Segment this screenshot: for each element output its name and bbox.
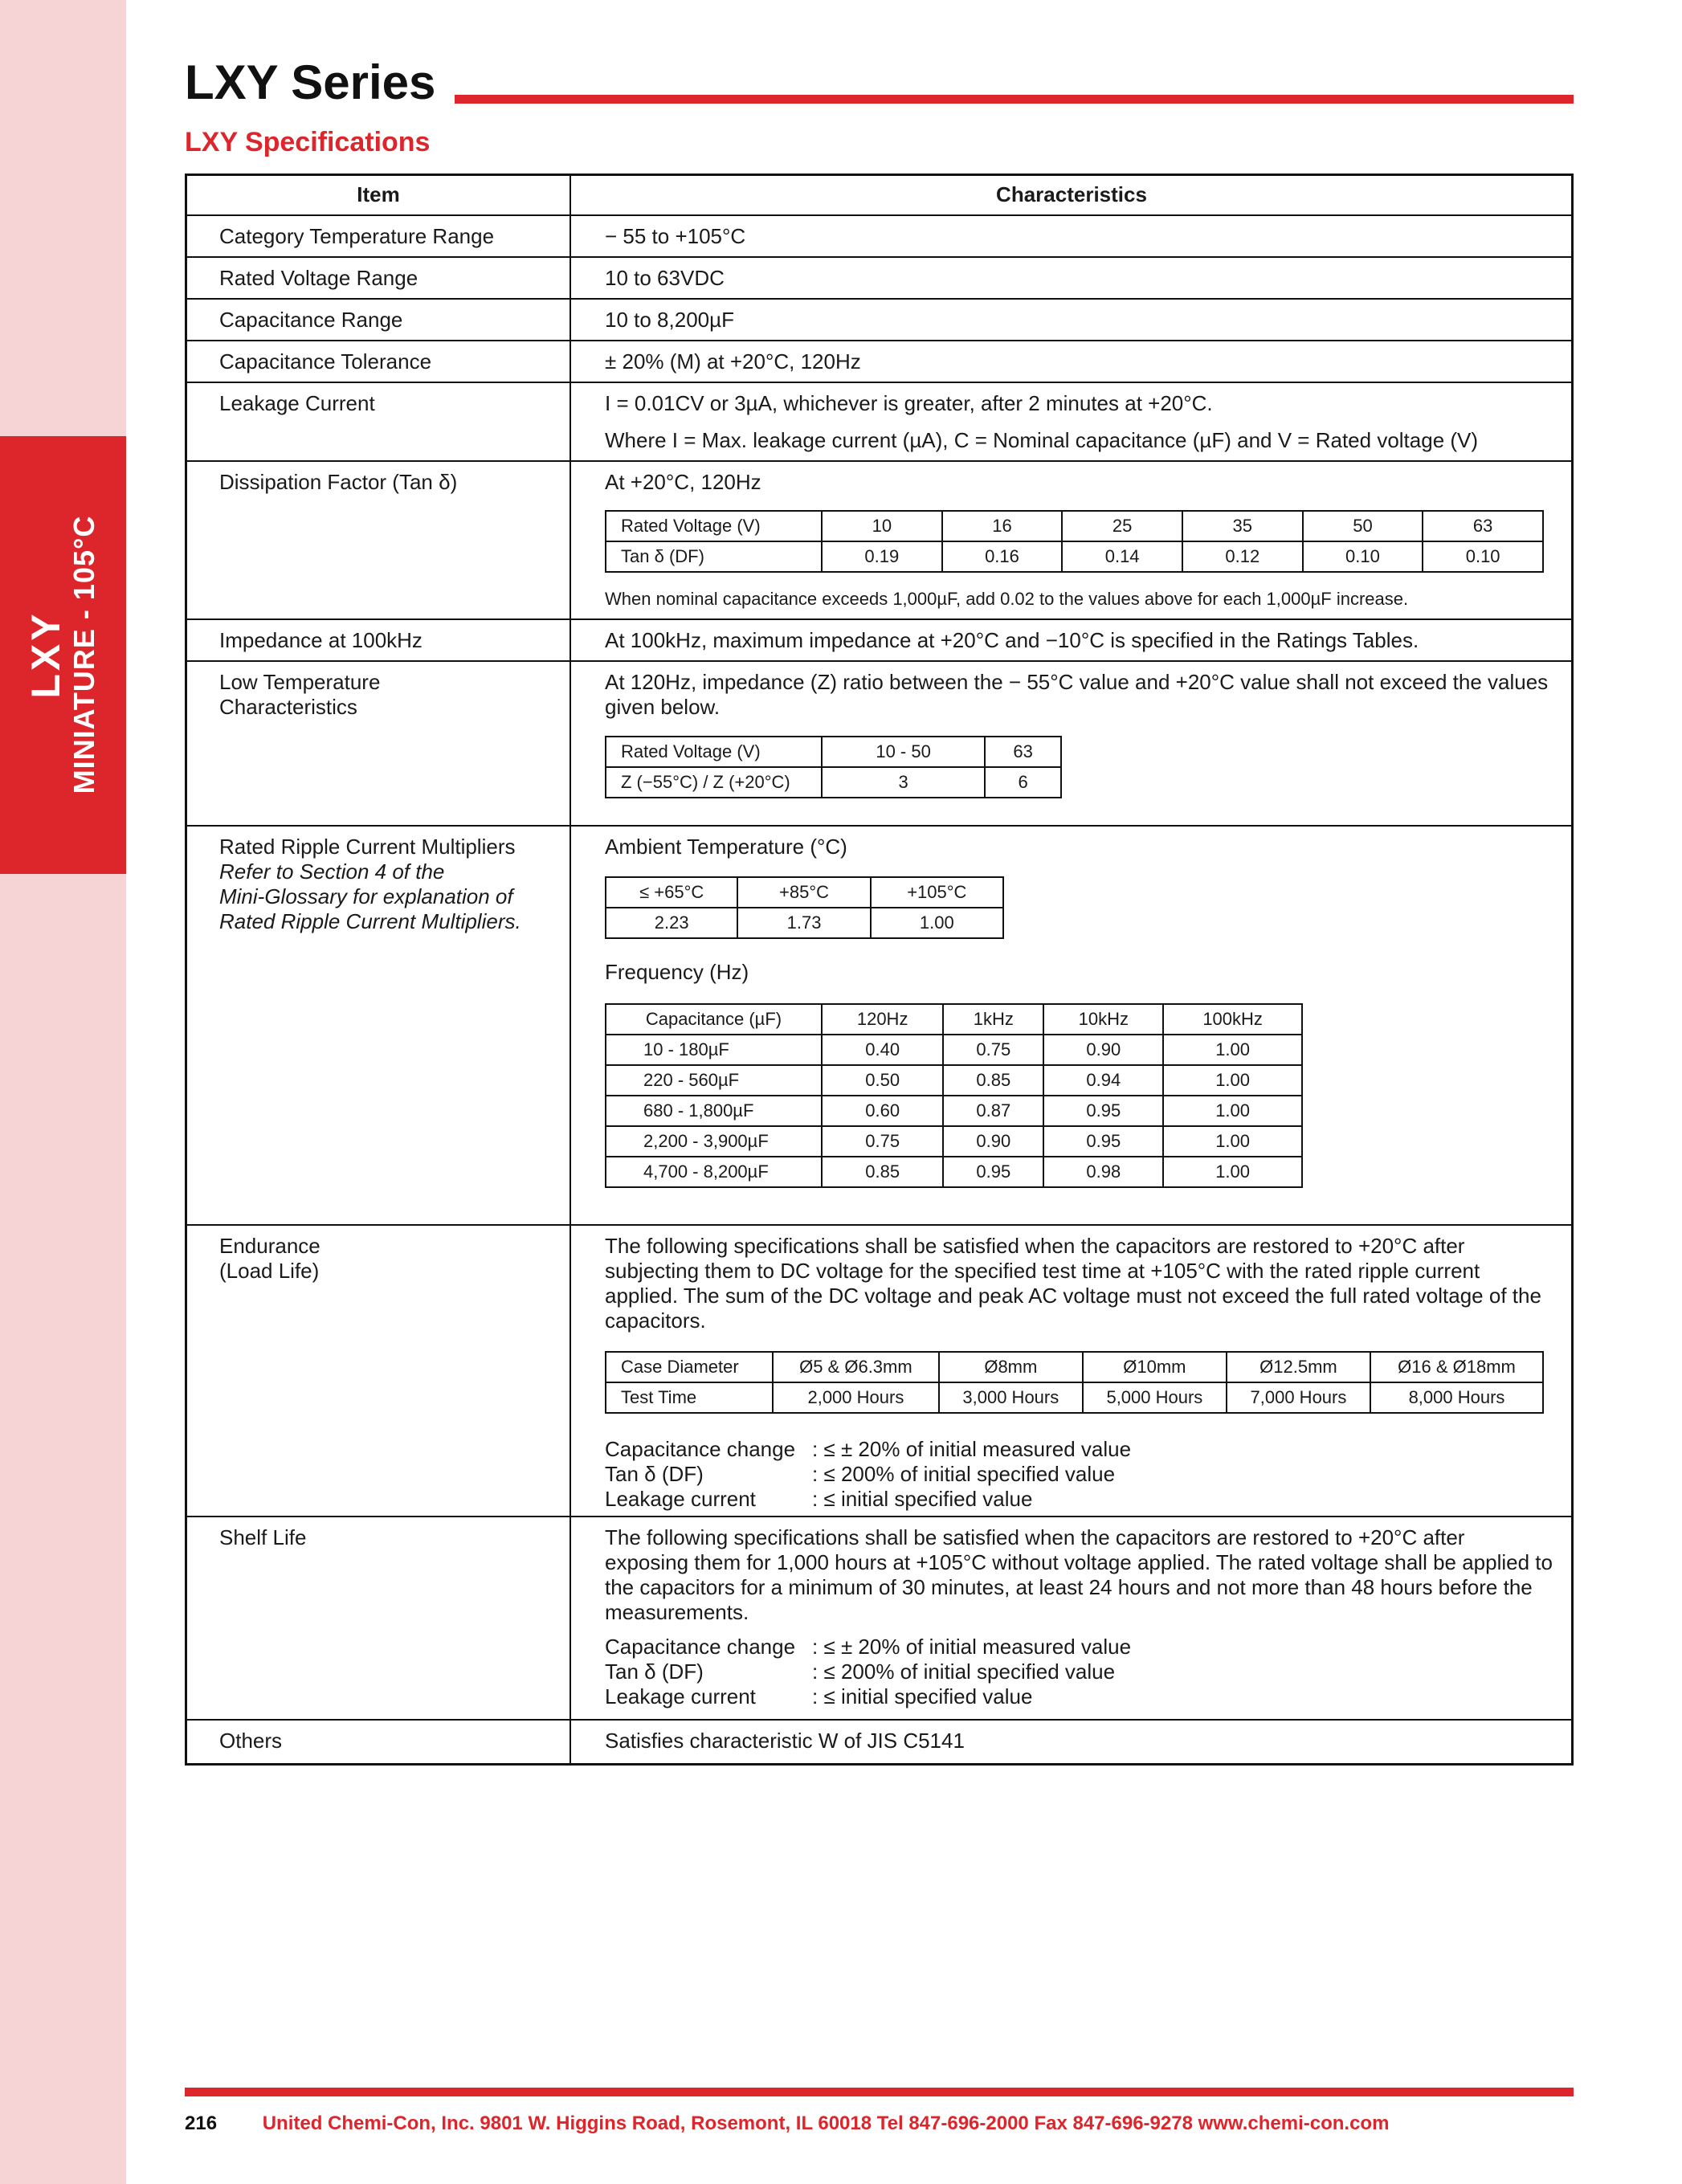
ripple-note-line2: Mini-Glossary for explanation of [219, 884, 513, 908]
freq-value: 0.90 [1043, 1035, 1163, 1065]
endurance-time: 2,000 Hours [773, 1382, 939, 1413]
df-voltage: 35 [1182, 511, 1303, 541]
footer [185, 2113, 1389, 2135]
ripple-freq-table [605, 1003, 1303, 1188]
criteria-value: : ≤ ± 20% of initial measured value [812, 1437, 1132, 1461]
df-note: When nominal capacitance exceeds 1,000µF, add 0.02 to the values above for each 1,000µF increase. [605, 589, 1409, 609]
freq-value: 0.60 [822, 1096, 943, 1126]
df-value: 0.14 [1062, 541, 1182, 572]
table-row [187, 660, 1571, 827]
row-value: Satisfies characteristic W of JIS C5141 [605, 1729, 965, 1753]
side-series-label: LXY [23, 610, 68, 699]
row-item: Shelf Life [219, 1525, 307, 1549]
low-temp-item-line1: Low Temperature [219, 670, 381, 694]
leakage-definition: Where I = Max. leakage current (µA), C = Nominal capacitance (µF) and V = Rated voltage (V) [605, 428, 1479, 452]
freq-value: 1.00 [1163, 1065, 1302, 1096]
criteria-value: : ≤ initial specified value [812, 1487, 1033, 1511]
endurance-time: 5,000 Hours [1083, 1382, 1227, 1413]
table-row [187, 340, 1571, 383]
low-temp-item-line2: Characteristics [219, 695, 357, 719]
criteria-value: : ≤ 200% of initial specified value [812, 1659, 1116, 1684]
ripple-temp: +85°C [737, 877, 870, 908]
df-value: 0.12 [1182, 541, 1303, 572]
freq-value: 0.95 [943, 1157, 1043, 1187]
df-value: 0.19 [822, 541, 942, 572]
freq-header: 1kHz [943, 1004, 1043, 1035]
df-value: 0.10 [1423, 541, 1543, 572]
table-row [187, 460, 1571, 620]
ripple-temp: +105°C [871, 877, 1003, 908]
freq-value: 0.85 [943, 1065, 1043, 1096]
df-voltage: 25 [1062, 511, 1182, 541]
ripple-temp-table [605, 876, 1004, 939]
table-header [187, 176, 1571, 214]
freq-value: 0.95 [1043, 1126, 1163, 1157]
low-temp-voltage: 10 - 50 [822, 737, 985, 767]
row-item: Others [219, 1729, 283, 1753]
table-row [187, 382, 1571, 462]
freq-value: 0.95 [1043, 1096, 1163, 1126]
table-row [187, 825, 1571, 1226]
endurance-label-diameter: Case Diameter [606, 1352, 773, 1382]
endurance-item-line1: Endurance [219, 1234, 320, 1258]
left-margin-strip [0, 0, 126, 2184]
freq-header-cap: Capacitance (µF) [606, 1004, 822, 1035]
df-voltage: 50 [1303, 511, 1423, 541]
row-value [605, 391, 1553, 453]
row-item: Rated Voltage Range [219, 266, 418, 290]
row-item [219, 835, 557, 934]
endurance-diameter: Ø8mm [939, 1352, 1083, 1382]
side-tab-label [24, 516, 101, 794]
row-value: 10 to 8,200µF [605, 308, 734, 332]
row-item: Category Temperature Range [219, 224, 495, 248]
header-characteristics: Characteristics [996, 182, 1147, 206]
freq-cap-range: 680 - 1,800µF [606, 1096, 822, 1126]
freq-value: 1.00 [1163, 1126, 1302, 1157]
df-voltage: 63 [1423, 511, 1543, 541]
low-temp-label-voltage: Rated Voltage (V) [606, 737, 822, 767]
df-value: 0.16 [942, 541, 1063, 572]
ripple-note-line3: Rated Ripple Current Multipliers. [219, 909, 521, 933]
ripple-note-line1: Refer to Section 4 of the [219, 859, 445, 884]
endurance-diameter: Ø16 & Ø18mm [1370, 1352, 1543, 1382]
table-row [187, 1719, 1571, 1765]
endurance-time: 8,000 Hours [1370, 1382, 1543, 1413]
row-value: At 100kHz, maximum impedance at +20°C and −10°C is specified in the Ratings Tables. [605, 628, 1419, 652]
footer-rule [185, 2088, 1574, 2096]
criteria-key: Tan δ (DF) [605, 1462, 704, 1486]
row-item: Dissipation Factor (Tan δ) [219, 470, 458, 494]
row-item: Impedance at 100kHz [219, 628, 423, 652]
leakage-formula: I = 0.01CV or 3µA, whichever is greater, after 2 minutes at +20°C. [605, 391, 1213, 415]
ripple-item-title: Rated Ripple Current Multipliers [219, 835, 516, 859]
low-temp-value: 3 [822, 767, 985, 798]
row-value: − 55 to +105°C [605, 224, 746, 248]
header-item: Item [357, 182, 400, 206]
freq-value: 0.50 [822, 1065, 943, 1096]
df-value: 0.10 [1303, 541, 1423, 572]
endurance-diameter: Ø5 & Ø6.3mm [773, 1352, 939, 1382]
freq-cap-range: 2,200 - 3,900µF [606, 1126, 822, 1157]
df-label-tan: Tan δ (DF) [606, 541, 822, 572]
criteria-key: Capacitance change [605, 1437, 796, 1461]
freq-value: 1.00 [1163, 1035, 1302, 1065]
endurance-time: 7,000 Hours [1227, 1382, 1370, 1413]
freq-header: 100kHz [1163, 1004, 1302, 1035]
table-row [187, 1516, 1571, 1721]
low-temp-table [605, 736, 1062, 798]
criteria-value: : ≤ 200% of initial specified value [812, 1462, 1116, 1486]
criteria-value: : ≤ ± 20% of initial measured value [812, 1635, 1132, 1659]
freq-value: 0.75 [822, 1126, 943, 1157]
row-item: Capacitance Range [219, 308, 403, 332]
page-number: 216 [185, 2113, 218, 2134]
endurance-label-time: Test Time [606, 1382, 773, 1413]
row-item [219, 1234, 557, 1284]
table-row [187, 214, 1571, 258]
freq-value: 1.00 [1163, 1096, 1302, 1126]
endurance-diameter: Ø12.5mm [1227, 1352, 1370, 1382]
title-rule [455, 95, 1574, 104]
row-item: Leakage Current [219, 391, 375, 415]
ripple-temp-value: 2.23 [606, 908, 737, 938]
ripple-temp-value: 1.00 [871, 908, 1003, 938]
df-voltage: 10 [822, 511, 942, 541]
table-row [187, 1224, 1571, 1517]
df-intro: At +20°C, 120Hz [605, 470, 761, 494]
low-temp-label-ratio: Z (−55°C) / Z (+20°C) [606, 767, 822, 798]
ripple-freq-title: Frequency (Hz) [605, 960, 749, 984]
company-address: United Chemi-Con, Inc. 9801 W. Higgins Road, Rosemont, IL 60018 Tel 847-696-2000 Fax 847-696-9278 www.chemi-con.com [262, 2113, 1390, 2134]
side-category-label: MINIATURE - 105°C [67, 515, 100, 794]
ripple-temp: ≤ +65°C [606, 877, 737, 908]
freq-cap-range: 220 - 560µF [606, 1065, 822, 1096]
low-temp-value: 6 [985, 767, 1061, 798]
spec-table [185, 173, 1574, 1766]
endurance-time: 3,000 Hours [939, 1382, 1083, 1413]
row-item [219, 670, 557, 720]
table-row [187, 298, 1571, 341]
freq-header: 120Hz [822, 1004, 943, 1035]
endurance-item-line2: (Load Life) [219, 1259, 320, 1283]
row-item: Capacitance Tolerance [219, 349, 432, 374]
endurance-criteria [605, 1437, 1131, 1512]
table-row [187, 618, 1571, 662]
criteria-value: : ≤ initial specified value [812, 1684, 1033, 1708]
endurance-table [605, 1351, 1544, 1414]
page-title: LXY Series [185, 55, 436, 109]
endurance-text: The following specifications shall be satisfied when the capacitors are restored to +20°C after subjecting them to DC voltage for the specified test time at +105°C with the rated ripple current applied. The sum of the DC voltage and peak AC voltage must not exceed the full rated voltage of the capacitors. [605, 1234, 1541, 1333]
freq-value: 0.85 [822, 1157, 943, 1187]
freq-cap-range: 4,700 - 8,200µF [606, 1157, 822, 1187]
criteria-key: Tan δ (DF) [605, 1659, 704, 1684]
section-title: LXY Specifications [185, 127, 431, 157]
low-temp-voltage: 63 [985, 737, 1061, 767]
criteria-key: Leakage current [605, 1684, 756, 1708]
freq-header: 10kHz [1043, 1004, 1163, 1035]
low-temp-text: At 120Hz, impedance (Z) ratio between the − 55°C value and +20°C value shall not exceed the values given below. [605, 670, 1549, 719]
freq-value: 0.90 [943, 1126, 1043, 1157]
shelf-criteria [605, 1635, 1131, 1709]
freq-value: 0.94 [1043, 1065, 1163, 1096]
df-table [605, 510, 1544, 573]
df-label-voltage: Rated Voltage (V) [606, 511, 822, 541]
freq-value: 0.75 [943, 1035, 1043, 1065]
row-value: ± 20% (M) at +20°C, 120Hz [605, 349, 861, 374]
table-row [187, 256, 1571, 300]
shelf-text: The following specifications shall be satisfied when the capacitors are restored to +20°C after exposing them for 1,000 hours at +105°C without voltage applied. The rated voltage shall be applied to the capacitors for a minimum of 30 minutes, at least 24 hours and not more than 48 hours before the measurements. [605, 1525, 1553, 1624]
row-value: 10 to 63VDC [605, 266, 725, 290]
freq-value: 0.40 [822, 1035, 943, 1065]
freq-value: 0.98 [1043, 1157, 1163, 1187]
criteria-key: Capacitance change [605, 1635, 796, 1659]
ripple-temp-value: 1.73 [737, 908, 870, 938]
freq-cap-range: 10 - 180µF [606, 1035, 822, 1065]
criteria-key: Leakage current [605, 1487, 756, 1511]
ripple-temp-title: Ambient Temperature (°C) [605, 835, 847, 859]
freq-value: 0.87 [943, 1096, 1043, 1126]
freq-value: 1.00 [1163, 1157, 1302, 1187]
endurance-diameter: Ø10mm [1083, 1352, 1227, 1382]
df-voltage: 16 [942, 511, 1063, 541]
